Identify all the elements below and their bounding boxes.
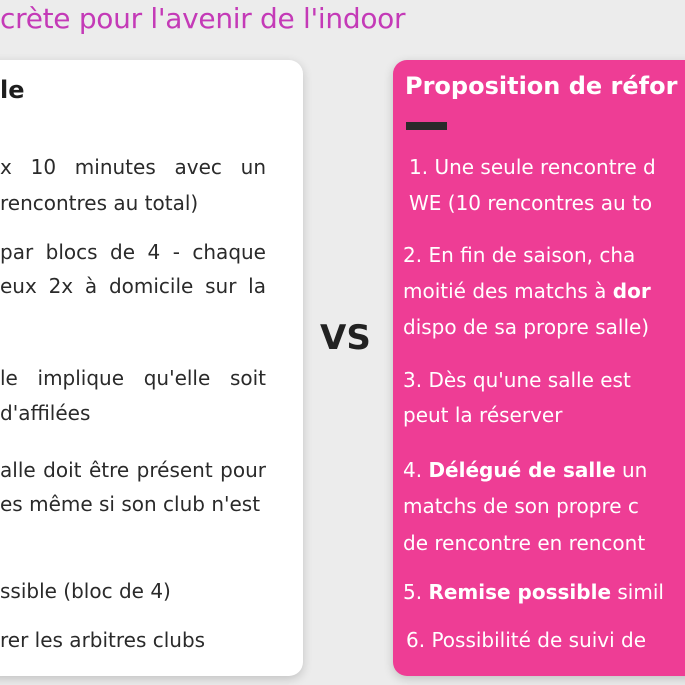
- current-format-line: rencontres au total): [0, 191, 199, 215]
- reform-line-text: simil: [611, 580, 664, 604]
- versus-label: VS: [320, 318, 371, 358]
- current-format-line: eux 2x à domicile sur la: [0, 274, 266, 298]
- reform-line: [403, 577, 664, 607]
- reform-line: 3. Dès qu'une salle est: [403, 368, 631, 392]
- reform-line-text: 5.: [403, 580, 429, 604]
- page-title: crète pour l'avenir de l'indoor: [0, 2, 406, 35]
- reform-line-bold: Remise possible: [428, 580, 612, 604]
- reform-line: [403, 276, 651, 306]
- reform-line-bold: dor: [612, 279, 651, 303]
- reform-line: 2. En fin de saison, cha: [403, 243, 636, 267]
- reform-proposal-heading: Proposition de réfor: [405, 72, 678, 100]
- reform-line-text: un: [615, 458, 648, 482]
- reform-line: dispo de sa propre salle): [403, 315, 650, 339]
- current-format-line: ssible (bloc de 4): [0, 579, 171, 603]
- heading-underline-bar: [406, 122, 447, 130]
- reform-line-bold: Délégué de salle: [428, 458, 616, 482]
- current-format-card: [0, 60, 303, 676]
- reform-line: WE (10 rencontres au to: [409, 191, 653, 215]
- current-format-line: es même si son club n'est: [0, 492, 261, 516]
- reform-line: [403, 455, 647, 485]
- reform-line: peut la réserver: [403, 403, 563, 427]
- current-format-line: alle doit être présent pour: [0, 458, 266, 482]
- reform-proposal-card: [393, 60, 685, 676]
- current-format-heading: le: [0, 76, 25, 104]
- current-format-line: x 10 minutes avec un: [0, 155, 266, 179]
- current-format-line: par blocs de 4 - chaque: [0, 240, 266, 264]
- reform-line: 6. Possibilité de suivi de: [406, 628, 647, 652]
- reform-line: 1. Une seule rencontre d: [409, 155, 656, 179]
- reform-line: de rencontre en rencont: [403, 531, 646, 555]
- reform-line-text: moitié des matchs à: [403, 279, 613, 303]
- current-format-line: le implique qu'elle soit: [0, 366, 266, 390]
- reform-line-text: 4.: [403, 458, 429, 482]
- current-format-line: rer les arbitres clubs: [0, 628, 206, 652]
- reform-line: matchs de son propre c: [403, 494, 639, 518]
- current-format-line: d'affilées: [0, 401, 91, 425]
